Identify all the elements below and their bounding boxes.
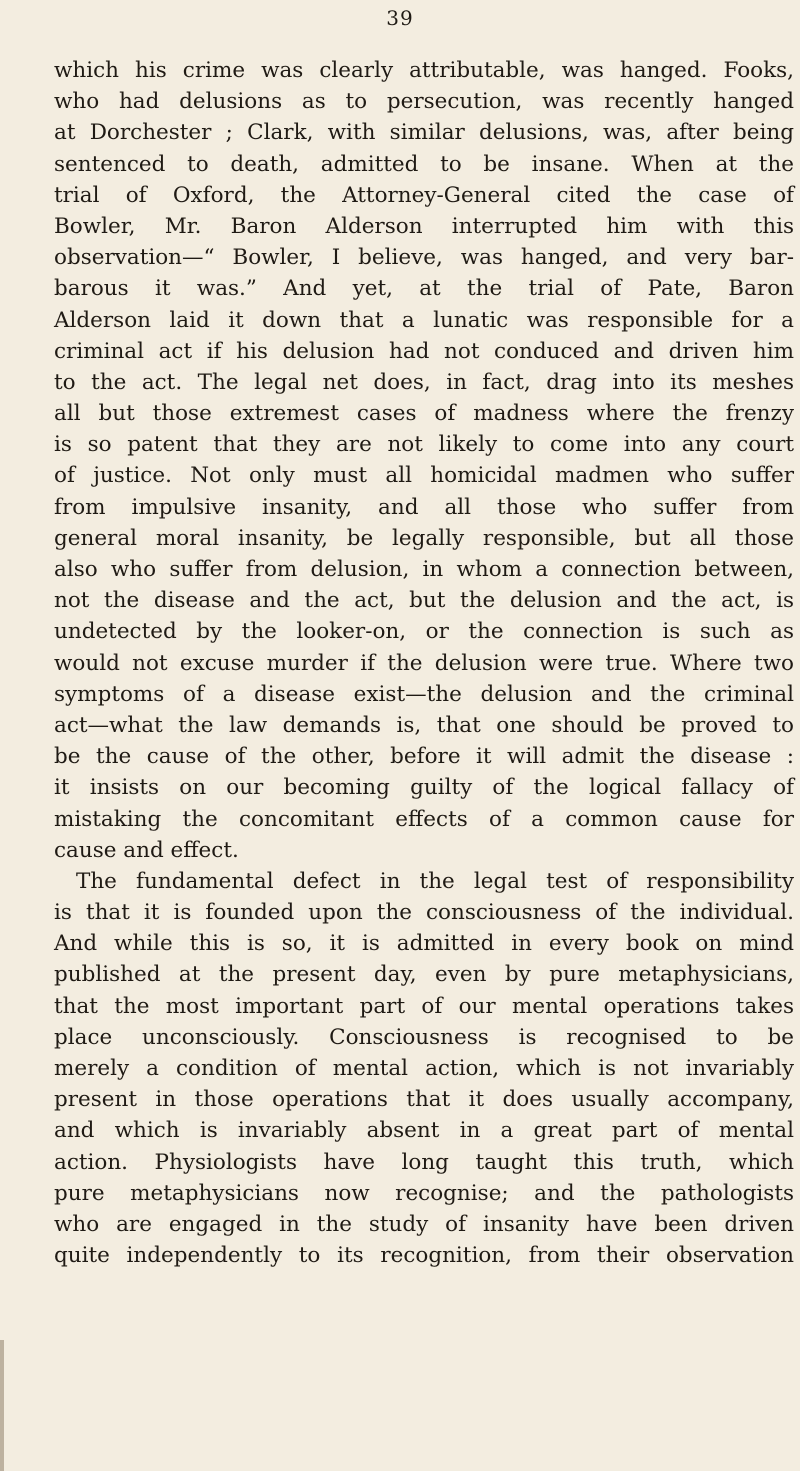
text-line: would not excuse murder if the delusion were true. Where two [54, 650, 794, 676]
text-line: not the disease and the act, but the delusion and the act, is [54, 588, 794, 614]
page-edge-shadow [0, 1340, 4, 1471]
text-line: general moral insanity, be legally responsible, but all those [54, 525, 794, 551]
text-line: present in those operations that it does usually accompany, [54, 1087, 794, 1113]
text-line: symptoms of a disease exist—the delusion and the criminal [54, 681, 794, 707]
text-line: from impulsive insanity, and all those who suffer from [54, 494, 794, 520]
text-line: is so patent that they are not likely to come into any court [54, 432, 794, 458]
text-line: undetected by the looker-on, or the connection is such as [54, 619, 794, 645]
text-line: merely a condition of mental action, which is not invariably [54, 1056, 794, 1081]
text-line: cause and effect. [54, 837, 239, 863]
text-line: Alderson laid it down that a lunatic was responsible for a [54, 307, 794, 333]
text-line: published at the present day, even by pure metaphysicians, [54, 962, 794, 988]
text-line: also who suffer from delusion, in whom a connection between, [54, 557, 794, 582]
text-line: trial of Oxford, the Attorney-General cited the case of [54, 182, 794, 208]
text-line: Bowler, Mr. Baron Alderson interrupted him with this [54, 213, 794, 239]
text-line: at Dorchester ; Clark, with similar delusions, was, after being [54, 120, 794, 146]
text-line: act—what the law demands is, that one should be proved to [54, 712, 794, 738]
text-line: and which is invariably absent in a great part of mental [54, 1118, 794, 1144]
text-line: sentenced to death, admitted to be insane. When at the [54, 151, 794, 177]
text-line: And while this is so, it is admitted in every book on mind [54, 931, 794, 957]
text-line: criminal act if his delusion had not conduced and driven him [54, 338, 794, 364]
text-line: that the most important part of our mental operations takes [54, 993, 794, 1019]
text-line: pure metaphysicians now recognise; and the pathologists [54, 1180, 794, 1206]
text-line: who are engaged in the study of insanity have been driven [54, 1211, 794, 1237]
body-text [54, 55, 794, 1271]
text-line: be the cause of the other, before it will admit the disease : [54, 744, 794, 770]
text-line: it insists on our becoming guilty of the logical fallacy of [54, 775, 794, 801]
text-line: is that it is founded upon the consciousness of the individual. [54, 900, 794, 926]
text-line: who had delusions as to persecution, was recently hanged [54, 89, 794, 115]
text-line: mistaking the concomitant effects of a common cause for [54, 806, 794, 832]
text-line: to the act. The legal net does, in fact, drag into its meshes [54, 369, 794, 395]
text-line: of justice. Not only must all homicidal madmen who suffer [54, 463, 794, 489]
text-line: action. Physiologists have long taught this truth, which [54, 1149, 794, 1175]
page-number: 39 [386, 6, 414, 30]
text-line: which his crime was clearly attributable, was hanged. Fooks, [54, 58, 794, 83]
text-line: observation—“ Bowler, I believe, was hanged, and very bar- [54, 245, 794, 271]
text-line: all but those extremest cases of madness where the frenzy [54, 401, 794, 427]
text-line: quite independently to its recognition, from their observation [54, 1243, 794, 1269]
text-line: barous it was.” And yet, at the trial of Pate, Baron [54, 276, 794, 302]
text-line: The fundamental defect in the legal test of responsibility [76, 868, 794, 894]
text-line: place unconsciously. Consciousness is recognised to be [54, 1024, 794, 1050]
